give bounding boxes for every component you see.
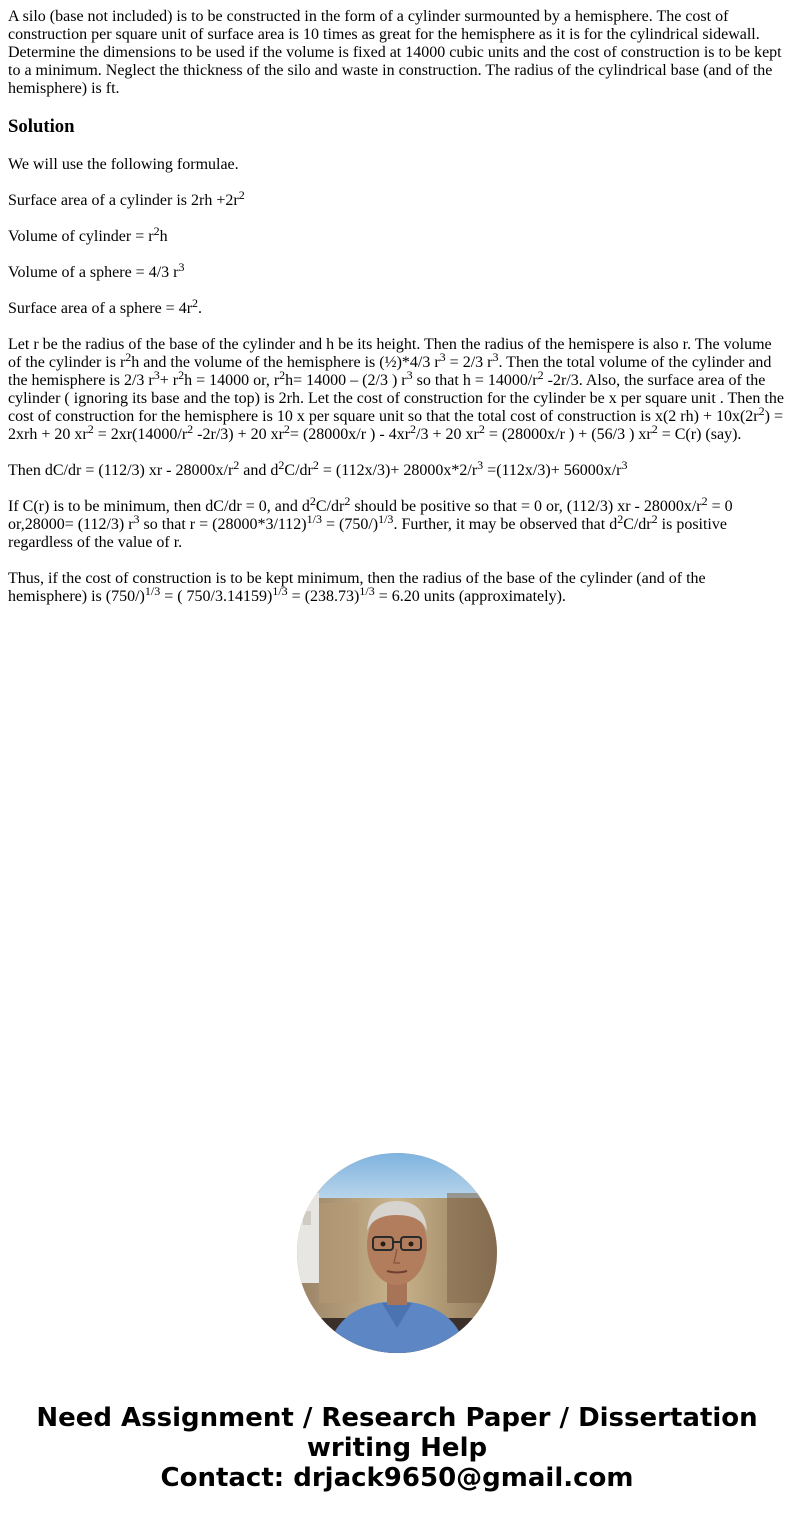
formula-text: h xyxy=(159,228,168,245)
exponent: 2 xyxy=(87,422,94,436)
text: ) = 2xrh + 20 xr xyxy=(8,408,783,443)
text: so that r = (28000*3/112) xyxy=(139,516,307,533)
text: . Further, it may be observed that d xyxy=(393,516,618,533)
exponent: 3 xyxy=(477,458,484,472)
exponent: 2 xyxy=(758,404,765,418)
text: Thus, if the cost of construction is to be kept minimum, then the radius of the base of the cylinder (and of the hemisphere) is (750/) xyxy=(8,570,706,605)
exponent: 1/3 xyxy=(272,584,288,598)
text: = (112x/3)+ 28000x*2/r xyxy=(318,462,478,479)
formula-text: Volume of a sphere = 4/3 r xyxy=(8,264,179,281)
exponent: 2 xyxy=(187,422,194,436)
text: = (750/) xyxy=(321,516,379,533)
exponent: 3 xyxy=(133,512,140,526)
author-portrait-icon xyxy=(297,1153,497,1353)
formula-text: Volume of cylinder = r xyxy=(8,228,154,245)
exponent: 3 xyxy=(621,458,628,472)
formulae-intro: We will use the following formulae. xyxy=(8,156,239,173)
text: If C(r) is to be minimum, then dC/dr = 0, and d xyxy=(8,498,310,515)
text: should be positive so that = 0 or, (112/3) xr - 28000x/r xyxy=(350,498,702,515)
formula-sphere-volume xyxy=(8,260,786,282)
text: is positive regardless of the value of r. xyxy=(8,516,727,551)
text: h= 14000 – (2/3 ) r xyxy=(285,372,407,389)
conclusion-paragraph xyxy=(8,570,786,606)
exponent: 1/3 xyxy=(359,584,375,598)
exponent: 2 xyxy=(178,368,185,382)
exponent: 2 xyxy=(651,422,658,436)
text: + r xyxy=(159,372,179,389)
exponent: 1/3 xyxy=(378,512,394,526)
exponent: 2 xyxy=(278,458,285,472)
exponent: 2 xyxy=(233,458,240,472)
text: . Then the total volume of the cylinder and the hemisphere is 2/3 r xyxy=(8,354,772,389)
exponent: 2 xyxy=(344,494,351,508)
text: =(112x/3)+ 56000x/r xyxy=(483,462,622,479)
exponent: 2 xyxy=(617,512,624,526)
exponent: 2 xyxy=(537,368,544,382)
text: so that h = 14000/r xyxy=(412,372,538,389)
text: = 6.20 units (approximately). xyxy=(374,588,566,605)
exponent: 2 xyxy=(309,494,316,508)
text: = C(r) (say). xyxy=(657,426,742,443)
exponent: 2 xyxy=(125,350,132,364)
exponent: 2 xyxy=(283,422,290,436)
exponent: 2 xyxy=(279,368,286,382)
exponent: 3 xyxy=(439,350,446,364)
exponent: 3 xyxy=(492,350,499,364)
text: = 2/3 r xyxy=(445,354,493,371)
text: = ( 750/3.14159) xyxy=(160,588,273,605)
banner-line-2: writing Help xyxy=(306,1433,488,1463)
formula-text: . xyxy=(198,300,203,317)
banner-line-1: Need Assignment / Research Paper / Dissertation xyxy=(36,1403,758,1433)
text: Let r be the radius of the base of the cylinder and h be its height. Then the radius of the hemispere is also r. The volume of the cylinder is r xyxy=(8,336,772,371)
exponent: 3 xyxy=(406,368,413,382)
contact-email: Contact: drjack9650@gmail.com xyxy=(160,1463,634,1493)
text: and d xyxy=(239,462,279,479)
exponent: 2 xyxy=(192,296,199,310)
text: = (28000x/r ) - 4xr xyxy=(289,426,411,443)
text: Then dC/dr = (112/3) xr - 28000x/r xyxy=(8,462,234,479)
author-avatar xyxy=(297,1153,497,1353)
exponent: 3 xyxy=(153,368,160,382)
exponent: 3 xyxy=(178,260,185,274)
formula-sphere-area xyxy=(8,296,786,318)
exponent: 2 xyxy=(153,224,160,238)
exponent: 2 xyxy=(410,422,417,436)
text: /3 + 20 xr xyxy=(416,426,479,443)
formula-text: Surface area of a cylinder is 2rh +2r xyxy=(8,192,239,209)
text: C/dr xyxy=(315,498,345,515)
text: -2r/3. Also, the surface area of the cylinder ( ignoring its base and the top) is 2rh. Let the cost of construction for the cylinder be x per square unit . Then the cost of construction for the hemisphere is 10 x per square unit so that the total cost of construction is x(2 rh) + 10x(2r xyxy=(8,372,784,425)
text: = (28000x/r ) + (56/3 ) xr xyxy=(484,426,652,443)
formula-cylinder-area xyxy=(8,188,786,210)
exponent: 1/3 xyxy=(306,512,322,526)
text: = 0 or,28000= (112/3) r xyxy=(8,498,733,533)
exponent: 2 xyxy=(238,188,245,202)
minimum-condition-paragraph xyxy=(8,494,786,552)
text: = 2xr(14000/r xyxy=(93,426,188,443)
derivation-paragraph xyxy=(8,336,786,444)
derivative-paragraph xyxy=(8,458,786,480)
text: -2r/3) + 20 xr xyxy=(193,426,284,443)
text: = (238.73) xyxy=(287,588,360,605)
text: C/dr xyxy=(623,516,652,533)
formula-text: Surface area of a sphere = 4r xyxy=(8,300,193,317)
text: h and the volume of the hemisphere is (½)*4/3 r xyxy=(131,354,440,371)
solution-heading: Solution xyxy=(8,116,75,137)
formula-cylinder-volume xyxy=(8,224,786,246)
problem-statement: A silo (base not included) is to be constructed in the form of a cylinder surmounted by a hemisphere. The cost of construction per square unit of surface area is 10 times as great for the hemisphere as it is for the cylindrical sidewall. Determine the dimensions to be used if the volume is fixed at 14000 cubic units and the cost of construction is to be kept to a minimum. Neglect the thickness of the silo and waste in construction. The radius of the cylindrical base (and of the hemisphere) is ft. xyxy=(8,8,782,97)
exponent: 2 xyxy=(701,494,708,508)
exponent: 2 xyxy=(312,458,319,472)
text: h = 14000 or, r xyxy=(184,372,280,389)
contact-banner xyxy=(0,1403,794,1493)
text: C/dr xyxy=(284,462,313,479)
solution-document xyxy=(8,8,786,624)
exponent: 1/3 xyxy=(144,584,161,598)
exponent: 2 xyxy=(478,422,485,436)
exponent: 2 xyxy=(651,512,658,526)
